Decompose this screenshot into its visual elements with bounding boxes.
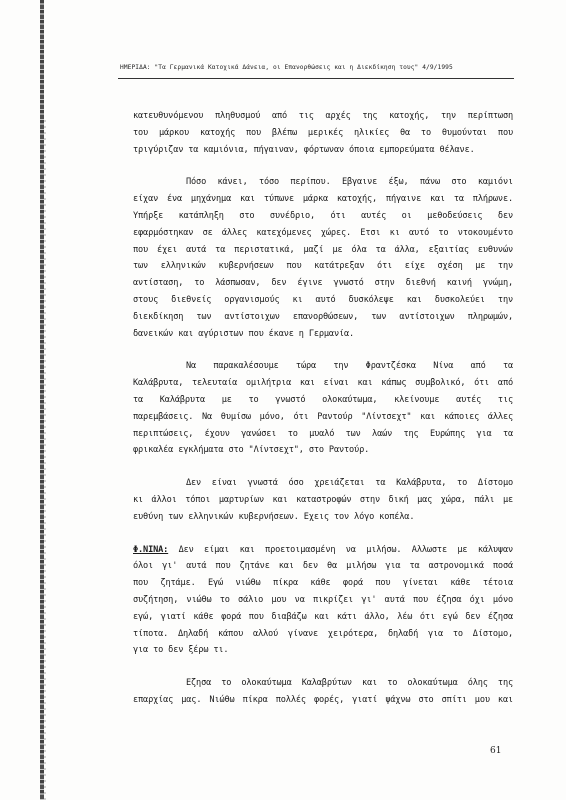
text-line: που ζητάμε. Εγώ νιώθω πίκρα κάθε φορά που γίνεται κάθε τέτοια	[133, 578, 513, 589]
text-line: στους διεθνείς οργανισμούς κι αυτό δυσκόλεψε και δυσκολεύει την	[133, 294, 513, 305]
text-line: εγώ, γιατί κάθε φορά που διαβάζω και κάτι άλλο, λέω ότι εγώ δεν έζησα	[133, 611, 513, 622]
text-line: ευθύνη των ελληνικών κυβερνήσεων. Εχεις τον λόγο κοπέλα.	[133, 511, 415, 522]
scan-binding-edge	[40, 0, 44, 800]
paragraph-1	[133, 108, 513, 158]
text-line: κατευθυνόμενου πληθυσμού από τις αρχές της κατοχής, την περίπτωση	[133, 111, 513, 121]
text-line: φρικαλέα εγκλήματα στο "Λίντσεχτ", στο Ραντούρ.	[133, 445, 370, 456]
text-line: Εζησα το ολοκαύτωμα Καλαβρύτων και το ολοκαύτωμα όλης της	[186, 678, 513, 689]
paragraph-5	[133, 542, 513, 660]
text-line: δανεικών και αγύριστων που έκανε η Γερμανία.	[133, 328, 355, 339]
text-line: τίποτα. Δηλαδή κάπου αλλού γίνανε χειρότερα, δηλαδή για το Δίστομο,	[133, 628, 513, 639]
paragraph-3	[133, 358, 513, 459]
text-line: όλοι γι' αυτά που ζητάνε και δεν θα μιλήσω για τα αστρονομικά ποσά	[133, 561, 513, 572]
text-line: των ελληνικών κυβερνήσεων που κατάτρεξαν ότι είχε σχέση με την	[133, 261, 513, 272]
header-rule	[118, 78, 514, 79]
paragraph-2	[133, 174, 513, 342]
text-line	[133, 542, 513, 559]
text-line: για το δεν ξέρω τι.	[133, 645, 229, 656]
text-line: επαρχίας μας. Νιώθω πίκρα πολλές φορές, γιατί ψάχνω στο σπίτι μου και	[133, 694, 513, 705]
speaker-label: Φ.ΝΙΝΑ:	[133, 544, 169, 555]
text-line: τα Καλάβρυτα με το γνωστό ολοκαύτωμα, κλείνουμε αυτές τις	[133, 394, 513, 405]
text-line: αντίσταση, το λάσπωσαν, δεν έγινε γνωστό στην διεθνή καινή γνώμη,	[133, 278, 513, 289]
text-line: περιπτώσεις, έχουν γανώσει το μυαλό των λαών της Ευρώπης για τα	[133, 428, 513, 439]
document-body	[133, 108, 513, 725]
speaker-text: Δεν είμαι και προετοιμασμένη να μιλήσω. Αλλωστε με κάλυψαν	[168, 544, 513, 555]
text-line: Να παρακαλέσουμε τώρα την Φραντζέσκα Νίνα από τα	[186, 361, 513, 372]
text-line: Καλάβρυτα, τελευταία ομιλήτρια και είναι και κάπως συμβολικό, ότι από	[133, 378, 513, 389]
text-line: εφαρμόστηκαν σε άλλες κατεχόμενες χώρες. Ετσι κι αυτό το ντοκουμέντο	[133, 227, 513, 238]
text-line: τριγύριζαν τα καμιόνια, πήγαιναν, φόρτωναν όποια εμπορεύματα θέλανε.	[133, 144, 475, 155]
text-line: Πόσο κάνει, τόσο περίπου. Εβγαινε έξω, πάνω στο καμιόνι	[186, 177, 513, 188]
text-line: Δεν είναι γνωστά όσο χρειάζεται τα Καλάβρυτα, το Δίστομο	[186, 478, 513, 489]
text-line: συζήτηση, νιώθω το σάλιο μου να πικρίζει γι' αυτά που έζησα όχι μόνο	[133, 594, 513, 605]
text-line: που έχει αυτά τα περιστατικά, μαζί με όλα τα άλλα, εξαιτίας ευθυνών	[133, 244, 513, 255]
text-line: Υπήρξε κατάπληξη στο συνέδριο, ότι αυτές οι μεθοδεύσεις δεν	[133, 210, 513, 221]
page-header: ΗΜΕΡΙΔΑ: "Τα Γερμανικά Κατοχικά Δάνεια, οι Επανορθώσεις και η Διεκδίκηση τους" 4/9/1995	[120, 64, 453, 71]
text-line: παρεμβάσεις. Να θυμίσω μόνο, ότι Ραντούρ "Λίντσεχτ" και κάποιες άλλες	[133, 411, 513, 422]
page-number: 61	[490, 746, 502, 756]
text-line: του μάρκου κατοχής που βλέπω μερικές ηλικίες θα το θυμούνται που	[133, 127, 513, 138]
text-line: είχαν ένα μηχάνημα και τύπωνε μάρκα κατοχής, πήγαινε και τα πλήρωνε.	[133, 194, 513, 205]
paragraph-6	[133, 675, 513, 709]
text-line: κι άλλοι τόποι μαρτυρίων και καταστροφών στην δική μας χώρα, πάλι με	[133, 494, 513, 505]
paragraph-4	[133, 475, 513, 525]
text-line: διεκδίκηση των αντίστοιχων επανορθώσεων, των αντίστοιχων πληρωμών,	[133, 311, 513, 322]
